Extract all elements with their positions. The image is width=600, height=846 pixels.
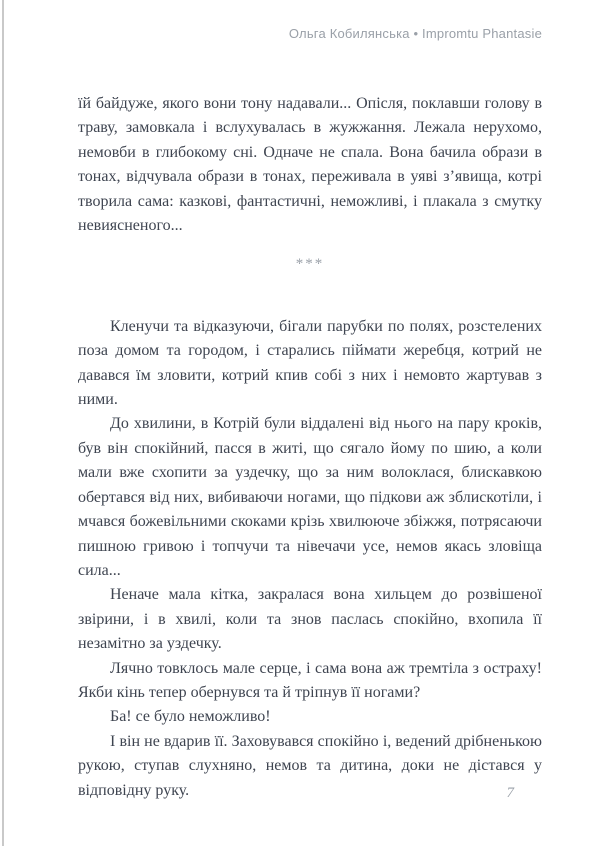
paragraph: І він не вдарив її. Заховувався спокійно і, ведений дрібненькою рукою, ступав слухняно, немов та дитина, доки не дістався у відповідну руку. [78,732,542,799]
page-footer [78,784,542,802]
page-spine-line [2,0,4,846]
section-separator: *** [295,256,325,273]
running-header [78,26,542,41]
paragraph: їй байдуже, якого вони тону надавали... Опісля, поклавши голову в траву, замовкала і вслухувалась в жужжання. Лежала нерухомо, немовби в глибокому сні. Одначе не спала. Вона бачила образи в тонах, відчувала образи в тонах, переживала в уяві з’явища, котрі творила сама: казкові, фантастичні, неможливі, і плакала з смутку невиясненого... [78,95,542,235]
paragraph: Лячно товклось мале серце, і сама вона аж тремтіла з остраху! Якби кінь тепер обернувся та й тріпнув її ногами? [78,659,542,701]
page-number: 7 [506,785,514,801]
running-header-text: Ольга Кобилянська • Impromtu Phantasie [288,26,542,41]
page-body [78,92,542,803]
paragraph: Кленучи та відказуючи, бігали парубки по полях, розстелених поза домом та городом, і старались піймати жеребця, котрий не давався їм зловити, котрий кпив собі з них і немовто жартував з ними. [78,317,542,409]
paragraph: Неначе мала кітка, закралася вона хильцем до розвішеної звірини, і в хвилі, коли та знов паслась спокійно, вхопила її незамітно за уздечку. [78,586,542,653]
paragraph: Ба! се було неможливо! [110,708,271,726]
paragraph: До хвилини, в Котрій були віддалені від нього на пару кроків, був він спокійний, пасся в житі, що сягало йому по шию, а коли мали вже схопити за уздечку, що за ним волоклася, блискавкою обертався від них, вибиваючи ногами, що підкови аж зблискотіли, і мчався божевільними скоками крізь хвилююче збіжжя, потрясаючи пишною гривою і топчучи та нівечачи усе, немов якась зловіща сила... [78,415,542,579]
